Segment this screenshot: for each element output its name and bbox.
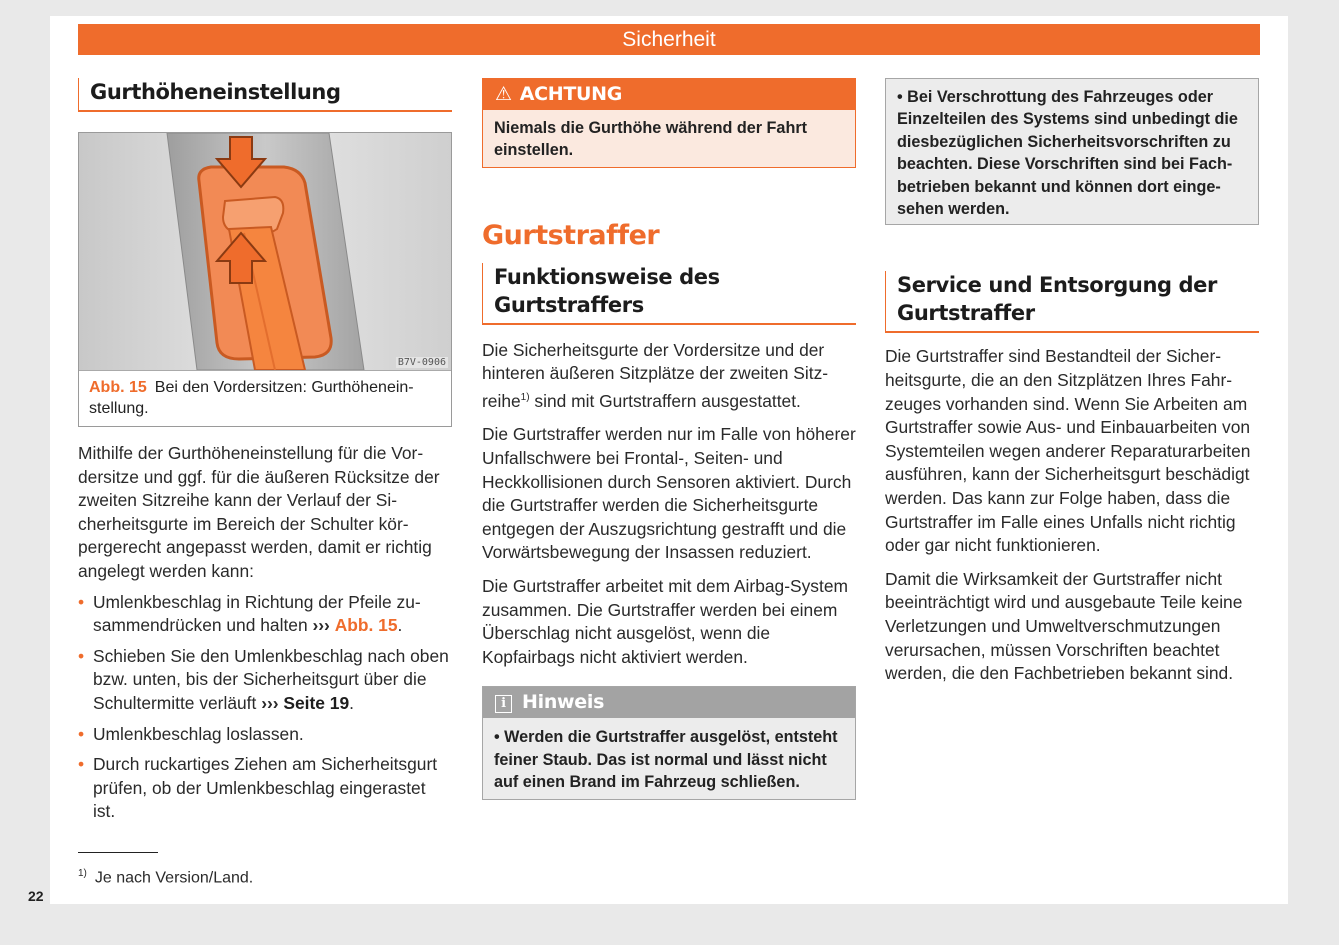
manual-page [50, 16, 1288, 904]
list-item-tail: . [397, 615, 403, 636]
bullet-icon: • [78, 645, 85, 666]
heading-service-entsorgung: Service und Entsorgung der Gurtstraffer [885, 271, 1259, 333]
section-title-gurtstraffer: Gurtstraffer [482, 219, 660, 251]
figure-abb-15 [78, 132, 452, 427]
bullet-icon: • [78, 591, 85, 612]
steps-list [78, 591, 452, 824]
info-icon: i [495, 695, 512, 713]
paragraph-1-text-a: Die Sicherheitsgurte der Vordersitze und der hinteren äußeren Sitzplätze der zweiten Sitzreihe [482, 339, 829, 411]
paragraph-2: Die Gurtstraffer werden nur im Falle von höherer Unfallschwere bei Frontal-, Seiten- und Heckkollisionen durch Sensoren aktiviert. Durch die Gurtstraffer werden die Sicherheitsgurte entgegen der Auszugsrichtung gestrafft und die Vorwärtsbewegung der Insassen reduziert. [482, 424, 856, 563]
section-header: Sicherheit [78, 24, 1260, 55]
heading-gurthoeheneinstellung: Gurthöheneinstellung [78, 78, 452, 112]
paragraph-3: Die Gurtstraffer arbeitet mit dem Airbag-System zusammen. Die Gurtstraffer werden bei einem Überschlag nicht ausgelöst, wenn die Kopfairbags nicht aktiviert werden. [482, 575, 848, 667]
note-title: Hinweis [522, 691, 605, 714]
list-item [78, 723, 452, 747]
xref-abb-15[interactable]: Abb. 15 [334, 615, 398, 636]
note-text: • Werden die Gurtstraffer ausgelöst, entsteht feiner Staub. Das ist normal und lässt nicht auf einen Brand im Fahrzeug schließen. [483, 718, 855, 798]
footnote-mark: 1) [78, 868, 87, 879]
note-box [482, 686, 856, 799]
warning-text: Niemals die Gurthöhe während der Fahrt einstellen. [483, 110, 855, 167]
warning-title: ACHTUNG [519, 83, 623, 105]
column-left [78, 78, 452, 824]
figure-code: B7V-0906 [397, 357, 446, 368]
figure-label: Abb. 15 [89, 379, 147, 396]
warning-box [482, 78, 856, 168]
figure-caption-text: Bei den Vordersitzen: Gurthöheneinstellung. [89, 379, 414, 417]
bullet-icon: • [78, 754, 85, 775]
footnote-divider [78, 852, 158, 853]
warning-header [483, 79, 855, 110]
note-header [483, 687, 855, 718]
footnote-ref[interactable]: 1) [520, 392, 530, 403]
belt-height-illustration [79, 133, 451, 371]
column-middle [482, 78, 856, 800]
paragraph-1-text-b: sind mit Gurtstraffern ausgestattet. [529, 390, 801, 411]
paragraph-1: Die Gurtstraffer sind Bestandteil der Sicherheitsgurte, die an den Sitzplätzen Ihres Fahrzeuges vorhanden sind. Wenn Sie Arbeiten am Gurtstraffer sowie Aus- und Einbauarbeiten von Systemteilen wegen anderer Reparaturarbeiten ausführen, kann der Sicherheitsgurt beschädigt werden. Das kann zur Folge haben, dass die Gurtstraffer im Falle eines Unfalls nicht richtig oder gar nicht funktionieren. [885, 346, 1251, 556]
paragraph-2: Damit die Wirksamkeit der Gurtstraffer nicht beeinträchtigt wird und ausgebaute Teile keine Verletzungen und Umweltverschmutzungen verursachen, müssen Vorschriften beachtet werden, die den Fachbetrieben bekannt sind. [885, 568, 1243, 684]
footnote [78, 868, 253, 887]
figure-caption [79, 371, 451, 426]
page-number: 22 [28, 888, 44, 904]
belt-adjuster-drawing [79, 133, 451, 370]
xref-arrow-icon: ››› [312, 615, 330, 636]
continued-note-box: • Bei Verschrottung des Fahrzeuges oder Einzelteilen des Systems sind unbedingt die diesbezüglichen Sicherheitsvorschriften zu beachten. Diese Vorschriften sind bei Fachbetrieben bekannt und können dort eingesehen werden. [885, 78, 1259, 225]
list-item [78, 591, 452, 638]
bullet-icon: • [78, 723, 85, 744]
warning-triangle-icon: ⚠ [495, 83, 512, 105]
list-item-text: Umlenkbeschlag loslassen. [93, 723, 304, 744]
list-item-text: Umlenkbeschlag in Richtung der Pfeile zusammendrücken und halten [93, 591, 421, 636]
paragraph-1 [482, 339, 856, 414]
list-item-tail: . [349, 692, 354, 713]
heading-funktionsweise: Funktionsweise des Gurtstraffers [482, 263, 856, 325]
column-right [885, 78, 1259, 686]
list-item-text: Durch ruckartiges Ziehen am Sicherheitsgurt prüfen, ob der Umlenkbeschlag eingerastet ist. [93, 754, 438, 822]
list-item [78, 645, 452, 716]
xref-seite-19[interactable]: Seite 19 [283, 692, 350, 713]
list-item [78, 753, 452, 824]
intro-paragraph: Mithilfe der Gurthöheneinstellung für die Vordersitze und ggf. für die äußeren Rücksitze der zweiten Sitzreihe kann der Verlauf der Sicherheitsgurte im Bereich der Schulter körpergerecht angepasst werden, damit er richtig angelegt werden kann: [78, 443, 440, 581]
footnote-text: Je nach Version/Land. [94, 869, 254, 887]
list-item-text: Schieben Sie den Umlenkbeschlag nach oben bzw. unten, bis der Sicherheitsgurt über die Schultermitte verläuft [93, 645, 449, 713]
xref-arrow-icon: ››› [261, 692, 279, 713]
